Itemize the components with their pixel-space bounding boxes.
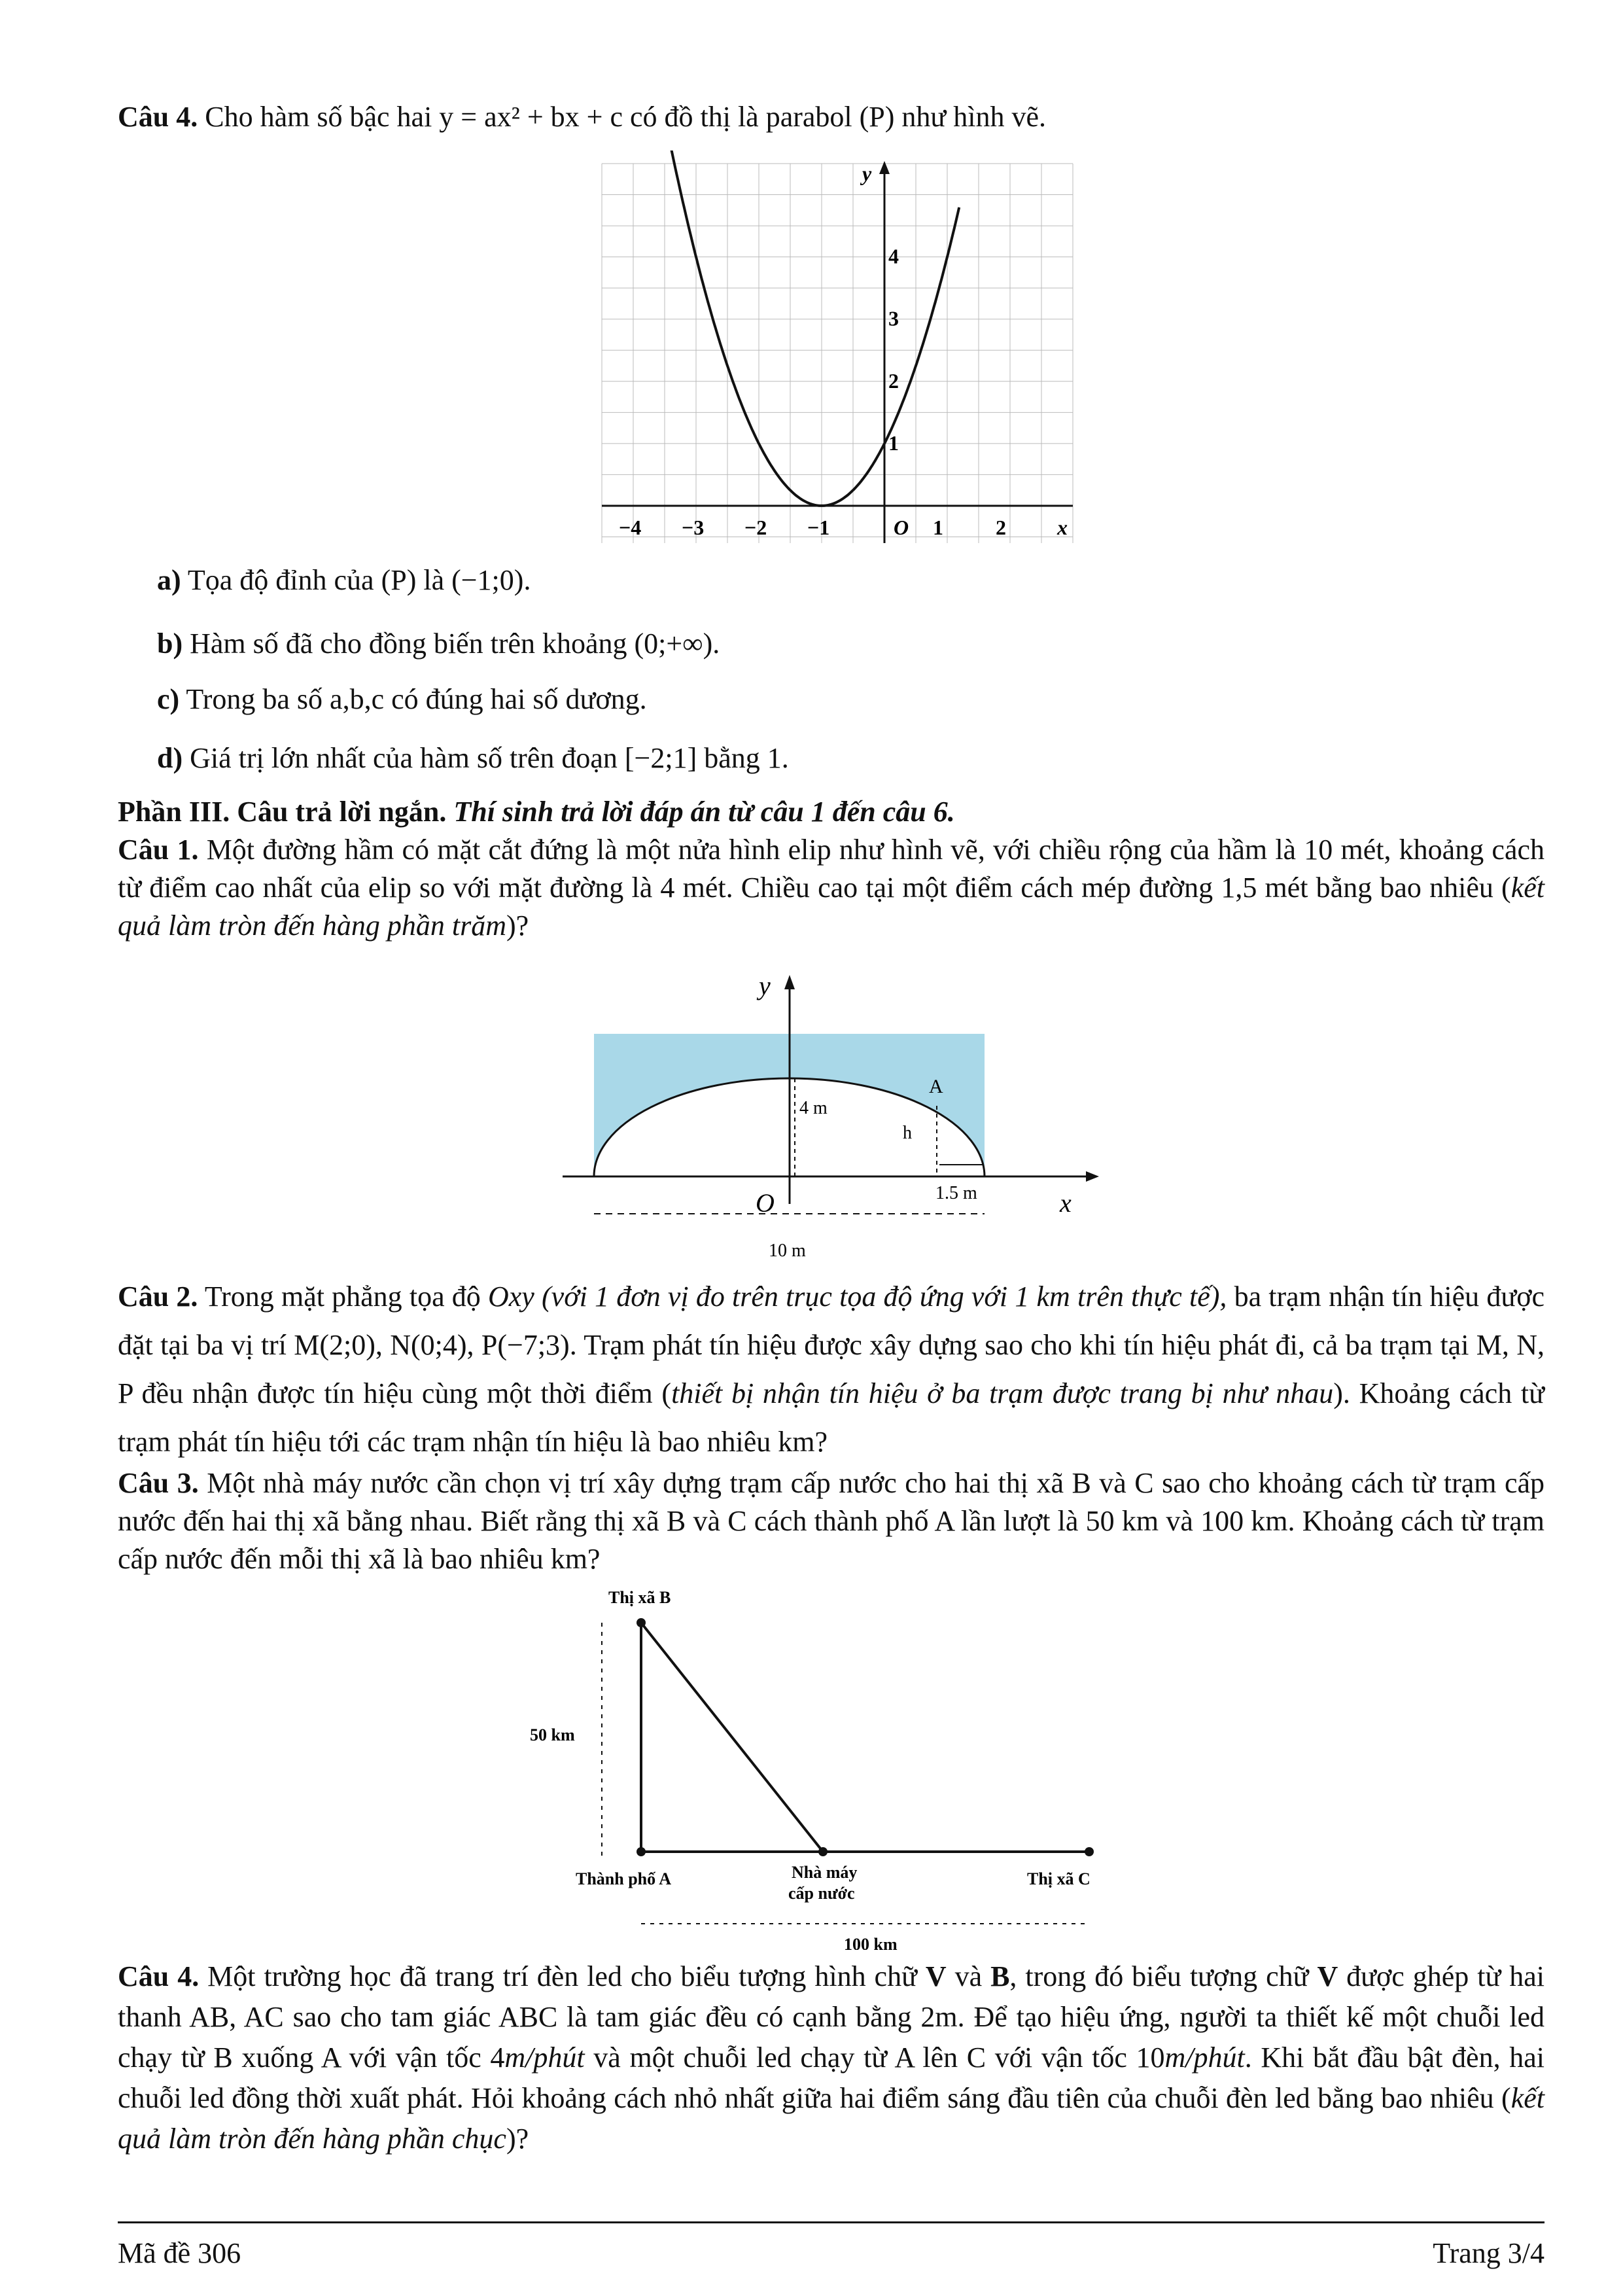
point-c [1085,1847,1094,1856]
point-a [637,1847,646,1856]
x-tick-label: −2 [744,515,767,539]
x-tick-label: −4 [619,515,642,539]
part3-heading [118,793,1544,831]
label-c: Thị xã C [1027,1869,1091,1888]
parabola-curve [668,150,959,506]
option-text: Giá trị lớn nhất của hàm số trên đoạn [−2;1] bằng 1. [190,742,789,774]
y-label: y [759,971,771,1000]
label-plant-2: cấp nước [788,1884,855,1903]
q4-part2-stem [118,98,1544,136]
option-label: b) [157,627,183,660]
edge-label: 1.5 m [935,1183,977,1203]
option-label: a) [157,564,181,596]
y-axis-label: y [862,162,872,185]
part-instruction: Thí sinh trả lời đáp án từ câu 1 đến câu 6. [453,796,955,828]
y-tick-label: 2 [888,368,899,393]
y-tick-label: 1 [888,431,899,455]
question-label: Câu 4. [118,1960,200,1992]
question-note-2: thiết bị nhận tín hiệu ở ba trạm được trang bị như nhau [671,1377,1334,1409]
x-tick-label: −3 [682,515,705,539]
origin-label: O [756,1188,775,1218]
question-note: kết quả làm tròn đến hàng phần trăm [118,872,1544,942]
q4-text [118,1956,1544,2159]
option-text: Hàm số đã cho đồng biến trên khoảng (0;+∞). [190,627,720,660]
question-text-3: , trong đó biểu tượng chữ [1009,1960,1318,1992]
exam-code: Mã đề 306 [118,2237,241,2269]
question-text: Một nhà máy nước cần chọn vị trí xây dựng trạm cấp nước cho hai thị xã B và C sao cho khoảng cách từ trạm cấp nước đến hai thị xã bằng nhau. Biết rằng thị xã B và C cách thành phố A lần lượt là 50 km và 100 km. Khoảng cách từ trạm cấp nước đến mỗi thị xã là bao nhiêu km? [118,1467,1545,1575]
question-text-2: ba trạm nhận tín hiệu được đặt tại ba vị trí M(2;0), N(0;4), P(−7;3). Trạm phát tín hiệu được xây dựng sao cho khi tín hiệu phát đi, cả ba trạm tại M, N, P đều nhận được tín hiệu cùng một thời điểm ( [118,1280,1545,1409]
h-label: h [903,1123,912,1143]
question-note: kết quả làm tròn đến hàng phần chục [118,2082,1544,2155]
question-text-6: . Khi bắt đầu bật đèn, hai chuỗi led đồng thời xuất phát. Hỏi khoảng cách nhỏ nhất giữa hai điểm sáng đầu tiên của chuỗi đèn led bằng bao nhiêu ( [118,2041,1544,2114]
x-axis-label: x [1057,515,1068,539]
question-note: (với 1 đơn vị đo trên trục tọa độ ứng với 1 km trên thực tế), [534,1280,1227,1313]
question-text: Một trường học đã trang trí đèn led cho biểu tượng hình chữ [207,1960,926,1992]
letter-v-2: V [1317,1960,1338,1992]
unit-1: m/phút [504,2041,585,2074]
water-plant-figure [510,1583,1138,1950]
letter-v: V [925,1960,947,1992]
option-d [157,739,1544,777]
y-tick-label: 3 [888,306,899,330]
page-number: Trang 3/4 [1433,2237,1544,2269]
question-label: Câu 2. [118,1280,198,1313]
question-text: Trong mặt phẳng tọa độ [204,1280,488,1313]
question-tail: )? [506,910,529,942]
tunnel-figure [536,968,1125,1269]
x-tick-label: 2 [996,515,1006,539]
option-a [157,561,1544,599]
height-label: 4 m [799,1098,828,1118]
width-label: 10 m [769,1241,806,1261]
axes [602,161,1073,543]
question-text-2: và [946,1960,991,1992]
y-arrow [879,161,890,174]
letter-b: B [990,1960,1010,1992]
question-text: Một đường hầm có mặt cắt đứng là một nửa hình elip như hình vẽ, với chiều rộng của hầm là 10 mét, khoảng cách từ điểm cao nhất của elip so với mặt đường là 4 mét. Chiều cao tại một điểm cách mép đường 1,5 mét bằng bao nhiêu ( [118,834,1545,904]
option-b [157,625,1544,663]
unit-2: m/phút [1164,2041,1245,2074]
question-text-5: và một chuỗi led chạy từ A lên C với vận tốc 10 [584,2041,1165,2074]
footer-rule [118,2221,1544,2223]
math-oxy: Oxy [487,1280,534,1313]
q2-text [118,1273,1544,1466]
option-text: Tọa độ đỉnh của (P) là (−1;0). [187,564,531,596]
y-tick-label: 4 [888,244,899,268]
question-label: Câu 1. [118,834,199,866]
label-100km: 100 km [844,1935,898,1950]
label-b: Thị xã B [608,1588,671,1607]
grid [602,164,1073,543]
question-text-4: được ghép từ hai thanh AB, AC sao cho tam giác ABC là tam giác đều có cạnh bằng 2m. Để tạo hiệu ứng, người ta thiết kế một chuỗi led chạy từ B xuống A với vận tốc 4 [118,1960,1545,2074]
segment-b-plant [641,1623,823,1852]
q1-text [118,831,1544,945]
question-tail: )? [506,2123,529,2155]
point-plant [818,1847,828,1856]
option-c [157,680,1544,718]
x-tick-label: −1 [807,515,830,539]
x-tick-label: O [894,515,909,539]
parabola-graph [589,150,1086,556]
q3-text [118,1464,1544,1578]
part-title: Phần III. Câu trả lời ngắn. [118,796,447,828]
question-label: Câu 4. [118,101,198,133]
option-label: c) [157,683,180,715]
label-a: Thành phố A [576,1869,671,1888]
option-label: d) [157,742,183,774]
x-label: x [1060,1188,1072,1218]
point-a-label: A [929,1076,943,1097]
y-arrow [784,975,795,989]
option-text: Trong ba số a,b,c có đúng hai số dương. [186,683,647,715]
question-text: Cho hàm số bậc hai y = ax² + bx + c có đồ thị là parabol (P) như hình vẽ. [205,101,1047,133]
point-b [637,1618,646,1627]
label-plant-1: Nhà máy [792,1863,858,1882]
question-text-3: ). Khoảng cách từ trạm phát tín hiệu tới các trạm nhận tín hiệu là bao nhiêu km? [118,1377,1544,1458]
question-label: Câu 3. [118,1467,199,1499]
x-arrow [1086,1171,1099,1182]
x-tick-label: 1 [933,515,943,539]
label-50km: 50 km [530,1725,575,1744]
